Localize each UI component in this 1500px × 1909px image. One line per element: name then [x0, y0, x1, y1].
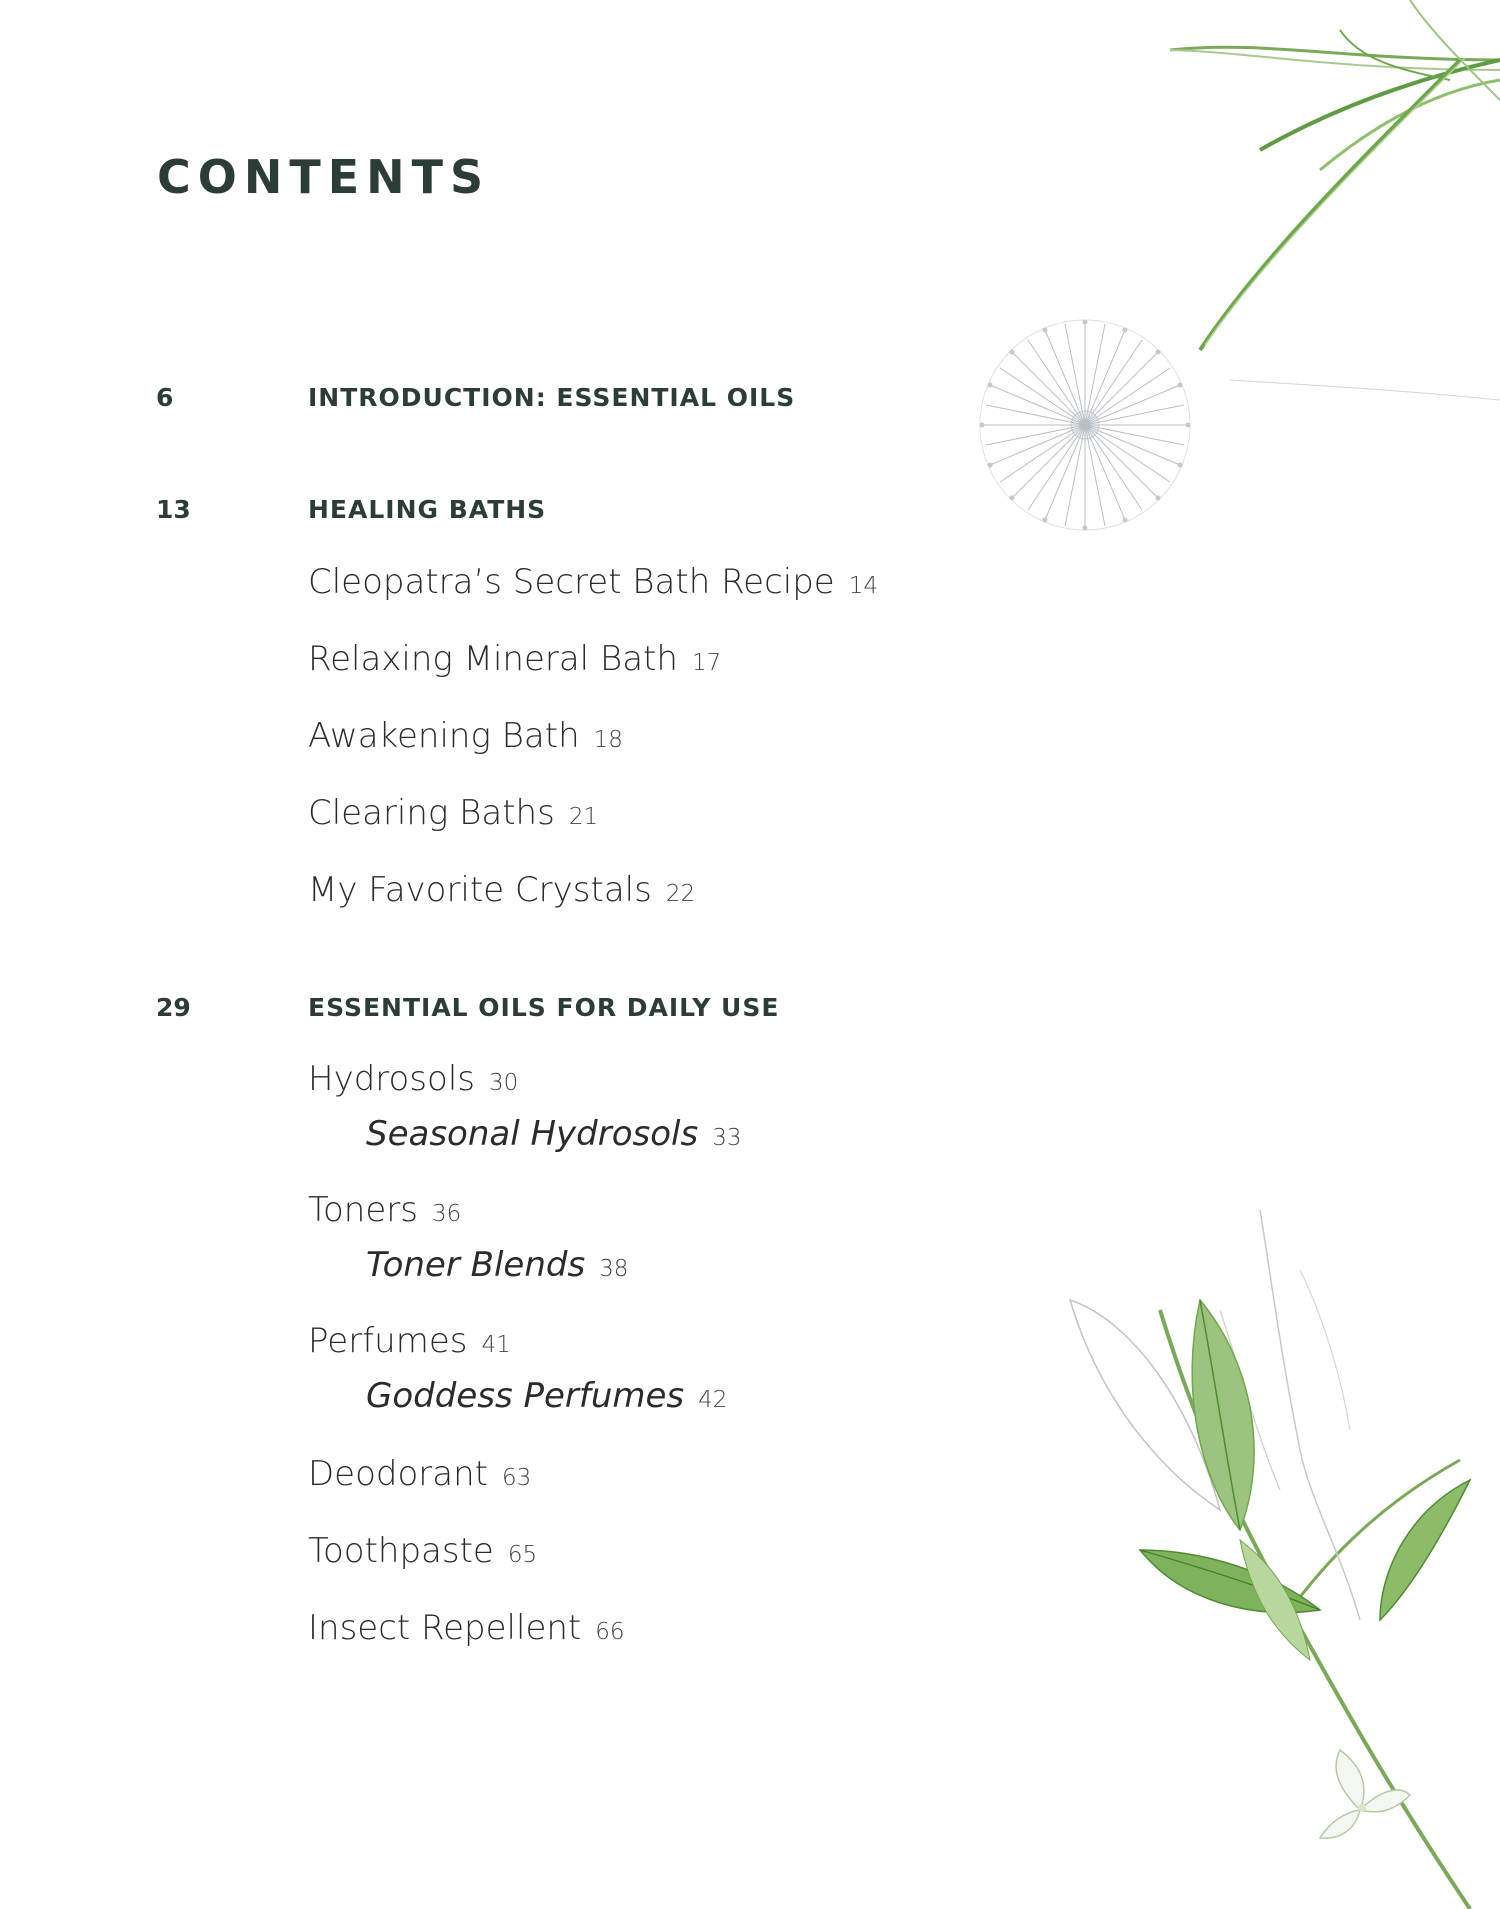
toc-entry-label: My Favorite Crystals: [308, 870, 652, 910]
toc-entry-page: 14: [848, 573, 878, 599]
toc-entry-page: 22: [665, 881, 696, 907]
dandelion-illustration: [930, 0, 1500, 600]
toc-entry-page: 63: [501, 1465, 532, 1491]
toc-entry-label: Awakening Bath: [308, 716, 580, 756]
toc-entry: [308, 1454, 531, 1494]
toc-entry-label: Insect Repellent: [308, 1608, 582, 1648]
section-page-number: 29: [156, 993, 191, 1022]
toc-entry-label: Relaxing Mineral Bath: [308, 639, 678, 679]
toc-entry: [308, 1531, 537, 1571]
toc-entry-page: 30: [488, 1070, 519, 1096]
page-title: CONTENTS: [157, 150, 491, 204]
leaf-branch-illustration: [1040, 1190, 1500, 1909]
section-heading-healing-baths: HEALING BATHS: [308, 495, 547, 524]
toc-entry: [308, 639, 721, 679]
toc-entry-label: Goddess Perfumes: [366, 1376, 685, 1416]
section-heading-daily-use: ESSENTIAL OILS FOR DAILY USE: [308, 993, 780, 1022]
toc-entry-label: Clearing Baths: [308, 793, 555, 833]
toc-subentry: [366, 1245, 628, 1285]
toc-entry: [308, 716, 623, 756]
section-page-number: 13: [156, 495, 191, 524]
toc-entry-label: Perfumes: [308, 1321, 468, 1361]
section-page-number: 6: [156, 383, 174, 412]
toc-entry: [308, 1321, 511, 1361]
section-heading-introduction: INTRODUCTION: ESSENTIAL OILS: [308, 383, 796, 412]
toc-entry-label: Toothpaste: [308, 1531, 494, 1571]
toc-entry-page: 41: [481, 1332, 511, 1358]
toc-entry-page: 66: [595, 1619, 625, 1645]
toc-entry-page: 33: [712, 1125, 742, 1151]
toc-entry-page: 38: [599, 1256, 629, 1282]
toc-entry-page: 42: [698, 1387, 728, 1413]
toc-entry-page: 36: [431, 1201, 462, 1227]
toc-entry-label: Hydrosols: [308, 1059, 475, 1099]
toc-entry-page: 17: [691, 650, 722, 676]
toc-entry: [308, 1059, 518, 1099]
toc-entry-label: Toner Blends: [366, 1245, 586, 1285]
toc-entry: [308, 1190, 461, 1230]
toc-entry: [308, 793, 598, 833]
toc-entry: [308, 562, 878, 602]
toc-subentry: [366, 1114, 742, 1154]
toc-entry-page: 18: [593, 727, 623, 753]
toc-entry-page: 65: [507, 1542, 538, 1568]
toc-entry: [308, 1608, 625, 1648]
toc-entry-label: Cleopatra’s Secret Bath Recipe: [308, 562, 835, 602]
toc-entry-label: Deodorant: [308, 1454, 488, 1494]
toc-entry: [308, 870, 695, 910]
toc-subentry: [366, 1376, 727, 1416]
toc-entry-page: 21: [568, 804, 599, 830]
toc-entry-label: Toners: [308, 1190, 418, 1230]
toc-entry-label: Seasonal Hydrosols: [366, 1114, 699, 1154]
